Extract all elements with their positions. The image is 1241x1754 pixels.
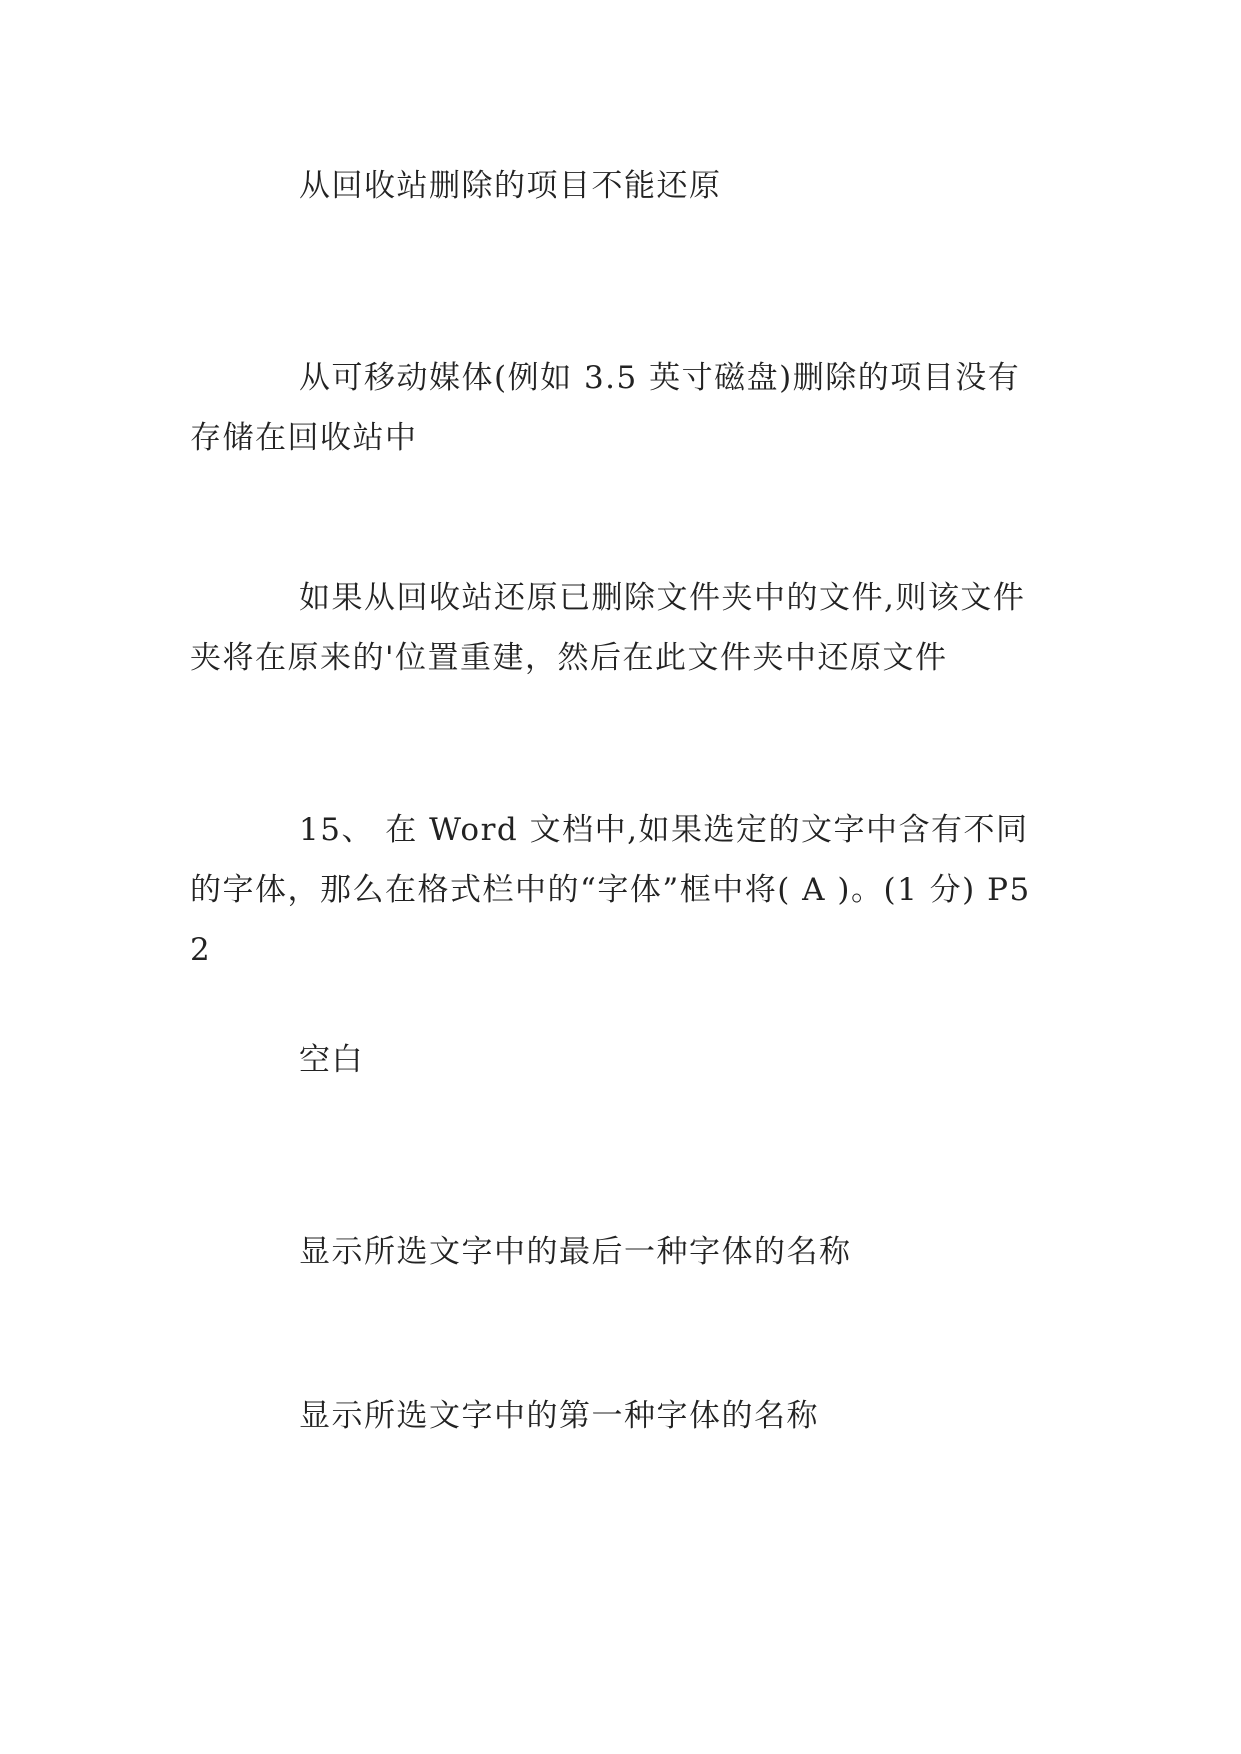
option-text-last-font: 显示所选文字中的最后一种字体的名称 — [299, 1234, 852, 1270]
question-15-text: 15、 在 Word 文档中,如果选定的文字中含有不同的字体，那么在格式栏中的“字体”框中将( A )。(1 分) P52 — [190, 812, 1031, 968]
option-text-first-font: 显示所选文字中的第一种字体的名称 — [299, 1398, 819, 1434]
option-text-blank: 空白 — [299, 1042, 364, 1078]
option-text-removable-media: 从可移动媒体(例如 3.5 英寸磁盘)删除的项目没有存储在回收站中 — [190, 360, 1021, 456]
option-text-restore-folder: 如果从回收站还原已删除文件夹中的文件,则该文件夹将在原来的'位置重建，然后在此文件夹中还原文件 — [190, 580, 1026, 676]
option-text-recycle-bin-no-restore: 从回收站删除的项目不能还原 — [299, 168, 722, 204]
